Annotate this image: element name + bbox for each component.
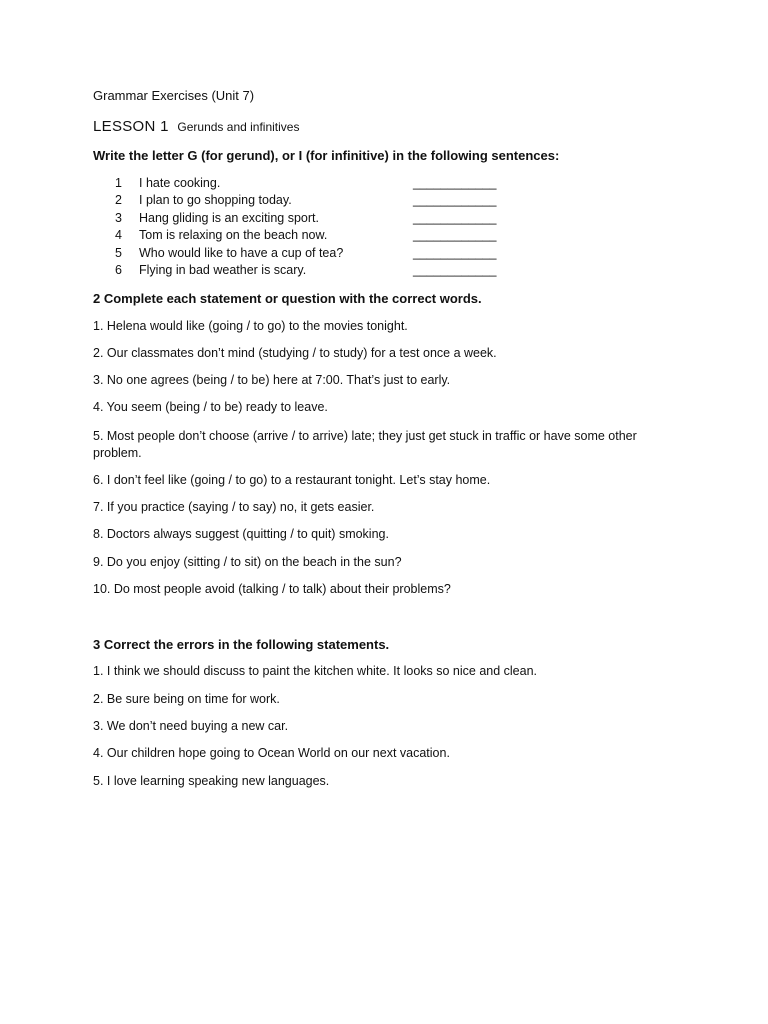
list-item: 4. You seem (being / to be) ready to leave.	[93, 400, 328, 414]
answer-blank: ____________	[413, 228, 497, 242]
answer-blank: ____________	[413, 193, 497, 207]
item-number: 1	[115, 176, 122, 190]
item-sentence: Flying in bad weather is scary.	[139, 263, 307, 277]
section1-instruction: Write the letter G (for gerund), or I (for infinitive) in the following sentences:	[93, 148, 560, 163]
list-item: 7. If you practice (saying / to say) no, it gets easier.	[93, 500, 375, 514]
section3-heading: 3 Correct the errors in the following statements.	[93, 637, 390, 652]
list-item: 2. Be sure being on time for work.	[93, 692, 280, 706]
item-number: 5	[115, 246, 122, 260]
answer-blank: ____________	[413, 176, 497, 190]
list-item: 10. Do most people avoid (talking / to talk) about their problems?	[93, 582, 451, 596]
list-item: 3. No one agrees (being / to be) here at 7:00. That’s just to early.	[93, 373, 451, 387]
list-item: 9. Do you enjoy (sitting / to sit) on the beach in the sun?	[93, 555, 402, 569]
item-number: 4	[115, 228, 122, 242]
answer-blank: ____________	[413, 246, 497, 260]
item-number: 3	[115, 211, 122, 225]
list-item: 5. Most people don’t choose (arrive / to arrive) late; they just get stuck in traffic or have some other problem.	[93, 429, 637, 460]
list-item: 4. Our children hope going to Ocean World on our next vacation.	[93, 746, 450, 760]
list-item: 8. Doctors always suggest (quitting / to quit) smoking.	[93, 527, 389, 541]
list-item: 1. I think we should discuss to paint the kitchen white. It looks so nice and clean.	[93, 664, 538, 678]
list-item: 6. I don’t feel like (going / to go) to a restaurant tonight. Let’s stay home.	[93, 473, 491, 487]
item-sentence: I plan to go shopping today.	[139, 193, 292, 207]
list-item: 5. I love learning speaking new languages.	[93, 774, 330, 788]
page-title: Grammar Exercises (Unit 7)	[93, 88, 255, 103]
list-item: 2. Our classmates don’t mind (studying / to study) for a test once a week.	[93, 346, 497, 360]
item-number: 6	[115, 263, 122, 277]
lesson-number: LESSON 1	[93, 118, 169, 135]
item-sentence: Hang gliding is an exciting sport.	[139, 211, 319, 225]
item-number: 2	[115, 193, 122, 207]
item-sentence: I hate cooking.	[139, 176, 221, 190]
answer-blank: ____________	[413, 263, 497, 277]
lesson-topic: Gerunds and infinitives	[177, 120, 300, 134]
list-item: 3. We don’t need buying a new car.	[93, 719, 289, 733]
lesson-heading	[93, 118, 299, 135]
answer-blank: ____________	[413, 211, 497, 225]
item-sentence: Tom is relaxing on the beach now.	[139, 228, 328, 242]
list-item: 1. Helena would like (going / to go) to the movies tonight.	[93, 319, 408, 333]
section2-heading: 2 Complete each statement or question with the correct words.	[93, 291, 482, 306]
item-sentence: Who would like to have a cup of tea?	[139, 246, 344, 260]
